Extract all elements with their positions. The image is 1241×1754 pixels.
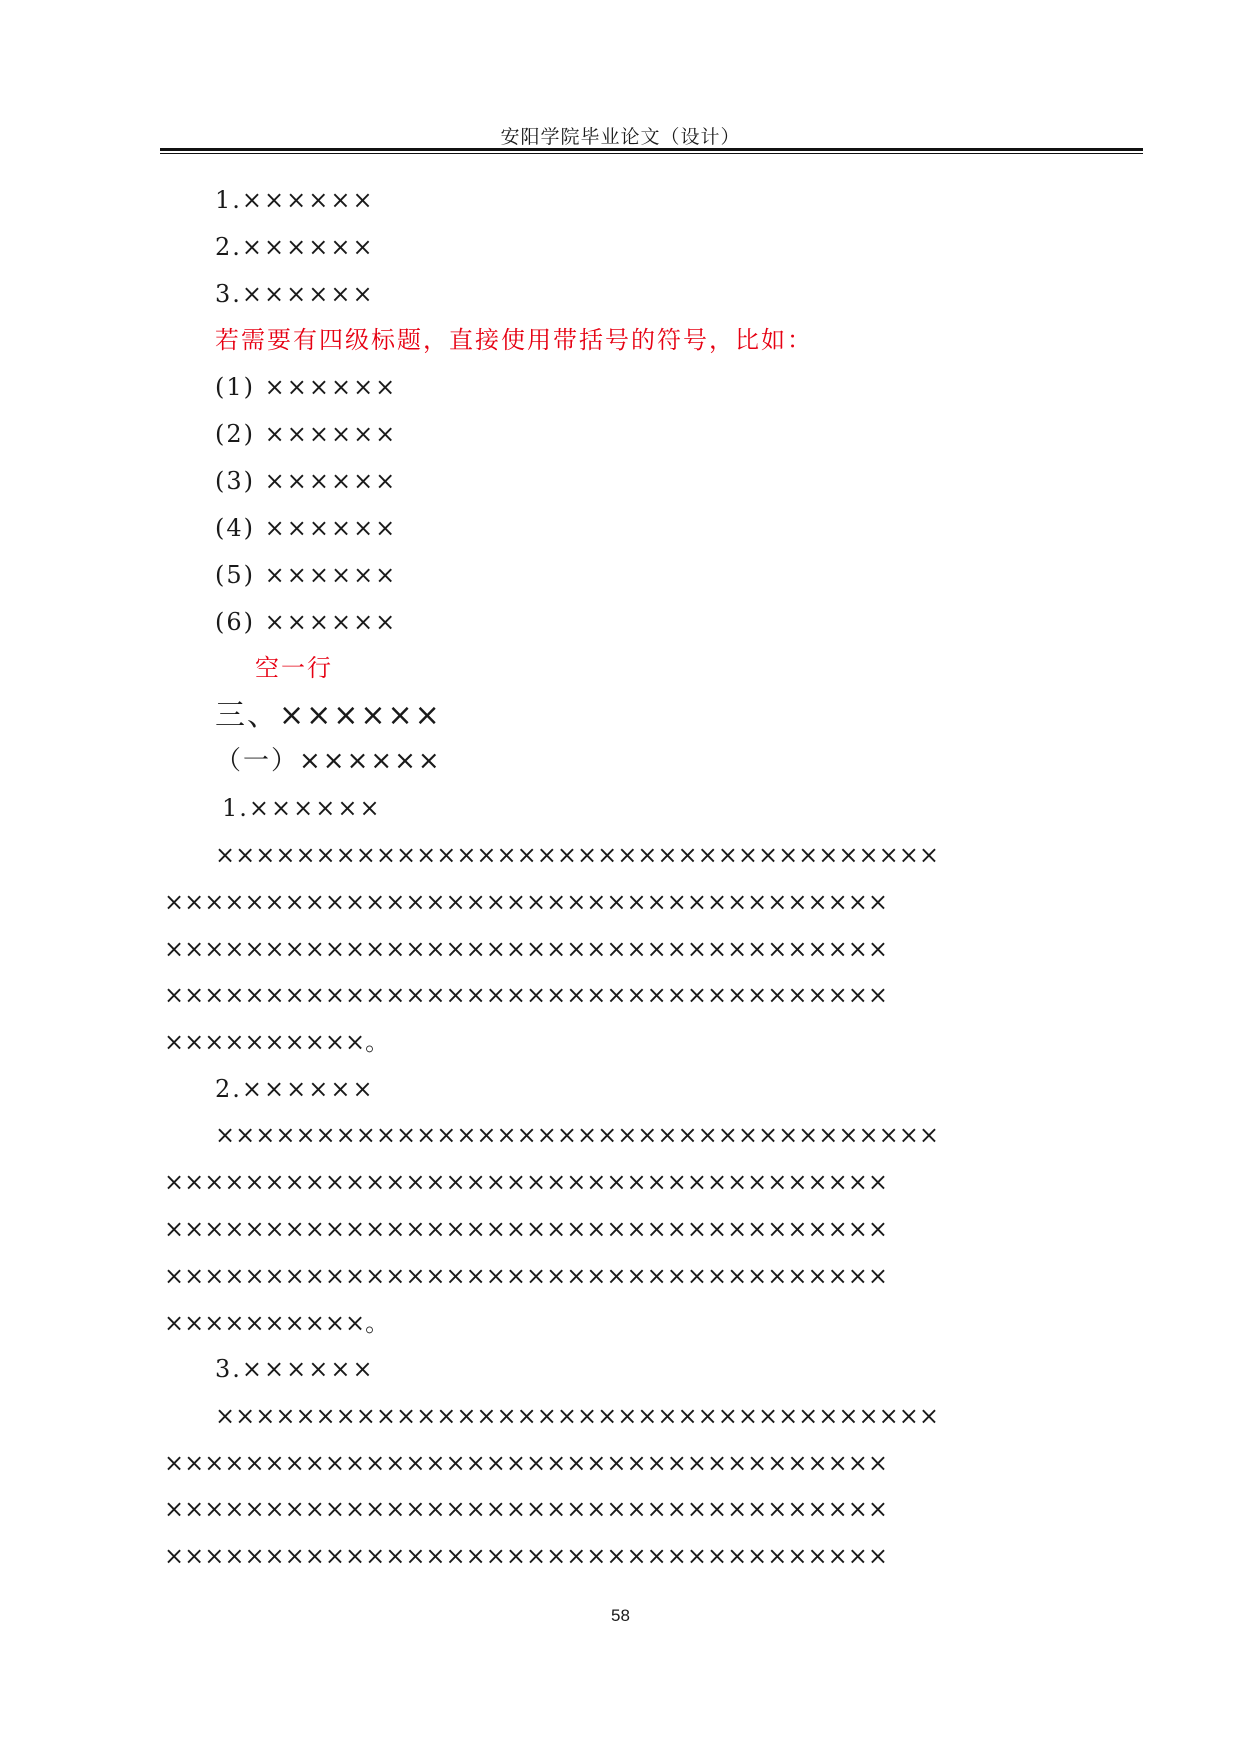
paren-item-5: (5) ××××××	[215, 561, 398, 589]
block-3-heading: 3.××××××	[215, 1355, 375, 1383]
block-1-line-2: ××××××××××××××××××××××××××××××××××××	[164, 888, 888, 916]
block-2-line-5: ××××××××××。	[164, 1309, 390, 1337]
header-rule-thin	[160, 153, 1143, 154]
numbered-item-1: 1.××××××	[215, 186, 375, 214]
block-2-line-1: ××××××××××××××××××××××××××××××××××××	[215, 1121, 939, 1149]
block-2-line-3: ××××××××××××××××××××××××××××××××××××	[164, 1215, 888, 1243]
block-2-line-2: ××××××××××××××××××××××××××××××××××××	[164, 1168, 888, 1196]
block-1-line-1: ××××××××××××××××××××××××××××××××××××	[215, 841, 939, 869]
header-rule-thick	[160, 148, 1143, 151]
paren-item-4: (4) ××××××	[215, 514, 398, 542]
block-1-line-5: ××××××××××。	[164, 1028, 390, 1056]
page-number: 58	[611, 1606, 630, 1625]
blank-line-note: 空一行	[255, 654, 333, 682]
block-1-line-4: ××××××××××××××××××××××××××××××××××××	[164, 981, 888, 1009]
block-3-line-2: ××××××××××××××××××××××××××××××××××××	[164, 1449, 888, 1477]
block-2-heading: 2.××××××	[215, 1075, 375, 1103]
block-1-line-3: ××××××××××××××××××××××××××××××××××××	[164, 935, 888, 963]
paren-item-1: (1) ××××××	[215, 373, 398, 401]
page-header-title: 安阳学院毕业论文（设计）	[500, 126, 741, 148]
block-3-line-4: ××××××××××××××××××××××××××××××××××××	[164, 1542, 888, 1570]
fourth-level-note: 若需要有四级标题，直接使用带括号的符号，比如：	[215, 326, 813, 354]
block-3-line-1: ××××××××××××××××××××××××××××××××××××	[215, 1402, 939, 1430]
numbered-item-2: 2.××××××	[215, 233, 375, 261]
numbered-item-3: 3.××××××	[215, 280, 375, 308]
paren-item-3: (3) ××××××	[215, 467, 398, 495]
block-2-line-4: ××××××××××××××××××××××××××××××××××××	[164, 1262, 888, 1290]
block-3-line-3: ××××××××××××××××××××××××××××××××××××	[164, 1495, 888, 1523]
paren-item-2: (2) ××××××	[215, 420, 398, 448]
subsection-heading: （一）××××××	[215, 746, 442, 776]
block-1-heading: 1.××××××	[222, 794, 382, 822]
paren-item-6: (6) ××××××	[215, 608, 398, 636]
section-heading: 三、××××××	[215, 698, 442, 733]
